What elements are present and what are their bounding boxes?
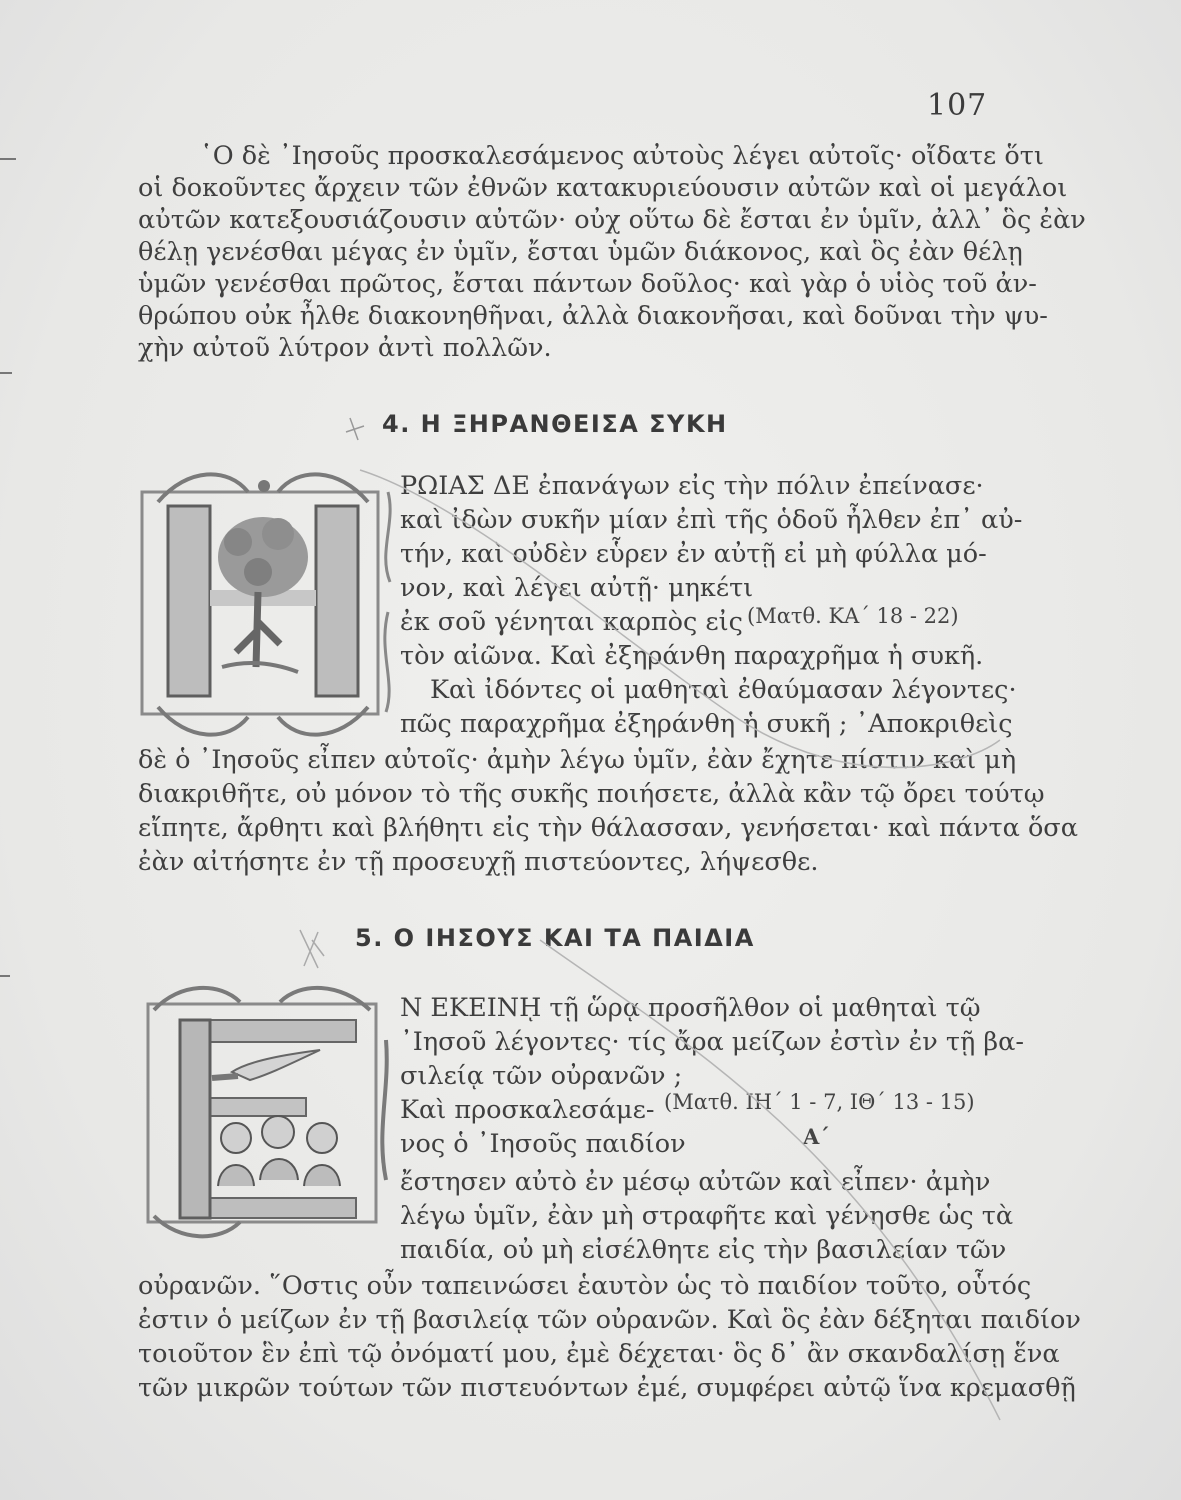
- text-line: Ν ΕΚΕΙΝῌ τῇ ὥρᾳ προσῆλθον οἱ μαθηταὶ τῷ: [400, 993, 981, 1023]
- text-line: ῾Ο δὲ ᾿Ιησοῦς προσκαλεσάμενος αὐτοὺς λέγει αὐτοῖς· οἴδατε ὅτι: [200, 141, 1044, 171]
- text-line: νος ὁ ᾿Ιησοῦς παιδίον: [400, 1129, 686, 1159]
- text-line: ᾿Ιησοῦ λέγοντες· τίς ἄρα μείζων ἐστὶν ἐν τῇ βα-: [400, 1027, 1024, 1057]
- text-line: τὸν αἰῶνα. Καὶ ἐξηράνθη παραχρῆμα ἡ συκῆ.: [400, 641, 984, 671]
- text-line: διακριθῆτε, οὐ μόνον τὸ τῆς συκῆς ποιήσετε, ἀλλὰ κἂν τῷ ὄρει τούτῳ: [138, 779, 1045, 809]
- text-line: πῶς παραχρῆμα ἐξηράνθη ἡ συκῆ ; ᾿Αποκριθεὶς: [400, 709, 1013, 739]
- section-4-heading: 4. Η ΞΗΡΑΝΘΕΙΣΑ ΣΥΚΗ: [382, 410, 728, 438]
- hand-and-children-icon: [140, 980, 390, 1242]
- section-5-heading: 5. Ο ΙΗΣΟΥΣ ΚΑΙ ΤΑ ΠΑΙΔΙΑ: [355, 924, 755, 952]
- text-line: σιλείᾳ τῶν οὐρανῶν ;: [400, 1061, 683, 1091]
- reference-sub: Α΄: [803, 1124, 830, 1149]
- text-line: δὲ ὁ ᾿Ιησοῦς εἶπεν αὐτοῖς· ἀμὴν λέγω ὑμῖν, ἐὰν ἔχητε πίστιν καὶ μὴ: [138, 745, 1017, 775]
- text-line: εἴπητε, ἄρθητι καὶ βλήθητι εἰς τὴν θάλασσαν, γενήσεται· καὶ πάντα ὅσα: [138, 813, 1078, 843]
- text-line: ἔστησεν αὐτὸ ἐν μέσῳ αὐτῶν καὶ εἶπεν· ἀμὴν: [400, 1167, 991, 1197]
- text-line: ἐκ σοῦ γένηται καρπὸς εἰς: [400, 607, 743, 637]
- text-line: οὐρανῶν. ῞Οστις οὖν ταπεινώσει ἑαυτὸν ὡς τὸ παιδίον τοῦτο, οὗτός: [138, 1271, 1032, 1301]
- margin-tick: [0, 158, 16, 160]
- text-line: οἱ δοκοῦντες ἄρχειν τῶν ἐθνῶν κατακυριεύουσιν αὐτῶν καὶ οἱ μεγάλοι: [138, 173, 1068, 203]
- text-line: Καὶ προσκαλεσάμε-: [400, 1095, 655, 1125]
- text-line: ἐστιν ὁ μείζων ἐν τῇ βασιλείᾳ τῶν οὐρανῶν. Καὶ ὃς ἐὰν δέξηται παιδίον: [138, 1305, 1081, 1335]
- text-line: θέλῃ γενέσθαι μέγας ἐν ὑμῖν, ἔσται ὑμῶν διάκονος, καὶ ὃς ἐὰν θέλῃ: [138, 237, 1023, 267]
- margin-tick: [0, 975, 10, 977]
- text-line: ἐὰν αἰτήσητε ἐν τῇ προσευχῇ πιστεύοντες, λήψεσθε.: [138, 847, 819, 877]
- tree-icon: [138, 462, 396, 747]
- page-number: 107: [927, 88, 988, 123]
- text-line: θρώπου οὐκ ἦλθε διακονηθῆναι, ἀλλὰ διακονῆσαι, καὶ δοῦναι τὴν ψυ-: [138, 301, 1048, 331]
- text-line: τοιοῦτον ἓν ἐπὶ τῷ ὀνόματί μου, ἐμὲ δέχεται· ὃς δ᾿ ἂν σκανδαλίσῃ ἕνα: [138, 1339, 1060, 1369]
- text-line: λέγω ὑμῖν, ἐὰν μὴ στραφῆτε καὶ γένησθε ὡς τὰ: [400, 1201, 1014, 1231]
- text-line: παιδία, οὐ μὴ εἰσέλθητε εἰς τὴν βασιλείαν τῶν: [400, 1235, 1007, 1265]
- text-line: ΡΩΙΑΣ ΔΕ ἐπανάγων εἰς τὴν πόλιν ἐπείνασε·: [400, 471, 984, 501]
- text-line: ὑμῶν γενέσθαι πρῶτος, ἔσται πάντων δοῦλος· καὶ γὰρ ὁ υἱὸς τοῦ ἀν-: [138, 269, 1037, 299]
- text-line: καὶ ἰδὼν συκῆν μίαν ἐπὶ τῆς ὁδοῦ ἦλθεν ἐπ᾿ αὐ-: [400, 505, 1023, 535]
- bible-reference: (Ματθ. ΚΑ΄ 18 - 22): [747, 604, 959, 628]
- text-line: αὐτῶν κατεξουσιάζουσιν αὐτῶν· οὐχ οὕτω δὲ ἔσται ἐν ὑμῖν, ἀλλ᾿ ὃς ἐὰν: [138, 205, 1086, 235]
- text-line: νον, καὶ λέγει αὐτῇ· μηκέτι: [400, 573, 754, 603]
- drop-cap-eta: [138, 462, 396, 747]
- text-line: τῶν μικρῶν τούτων τῶν πιστευόντων ἐμέ, συμφέρει αὐτῷ ἵνα κρεμασθῇ: [138, 1373, 1076, 1403]
- text-line: χὴν αὐτοῦ λύτρον ἀντὶ πολλῶν.: [138, 333, 552, 363]
- margin-tick: [0, 372, 12, 374]
- bible-reference: (Ματθ. ΙΗ΄ 1 - 7, ΙΘ΄ 13 - 15): [664, 1090, 975, 1114]
- text-line: τήν, καὶ οὐδὲν εὗρεν ἐν αὐτῇ εἰ μὴ φύλλα μό-: [400, 539, 987, 569]
- text-line: Καὶ ἰδόντες οἱ μαθηταὶ ἐθαύμασαν λέγοντες·: [430, 675, 1017, 705]
- drop-cap-epsilon: [140, 980, 390, 1242]
